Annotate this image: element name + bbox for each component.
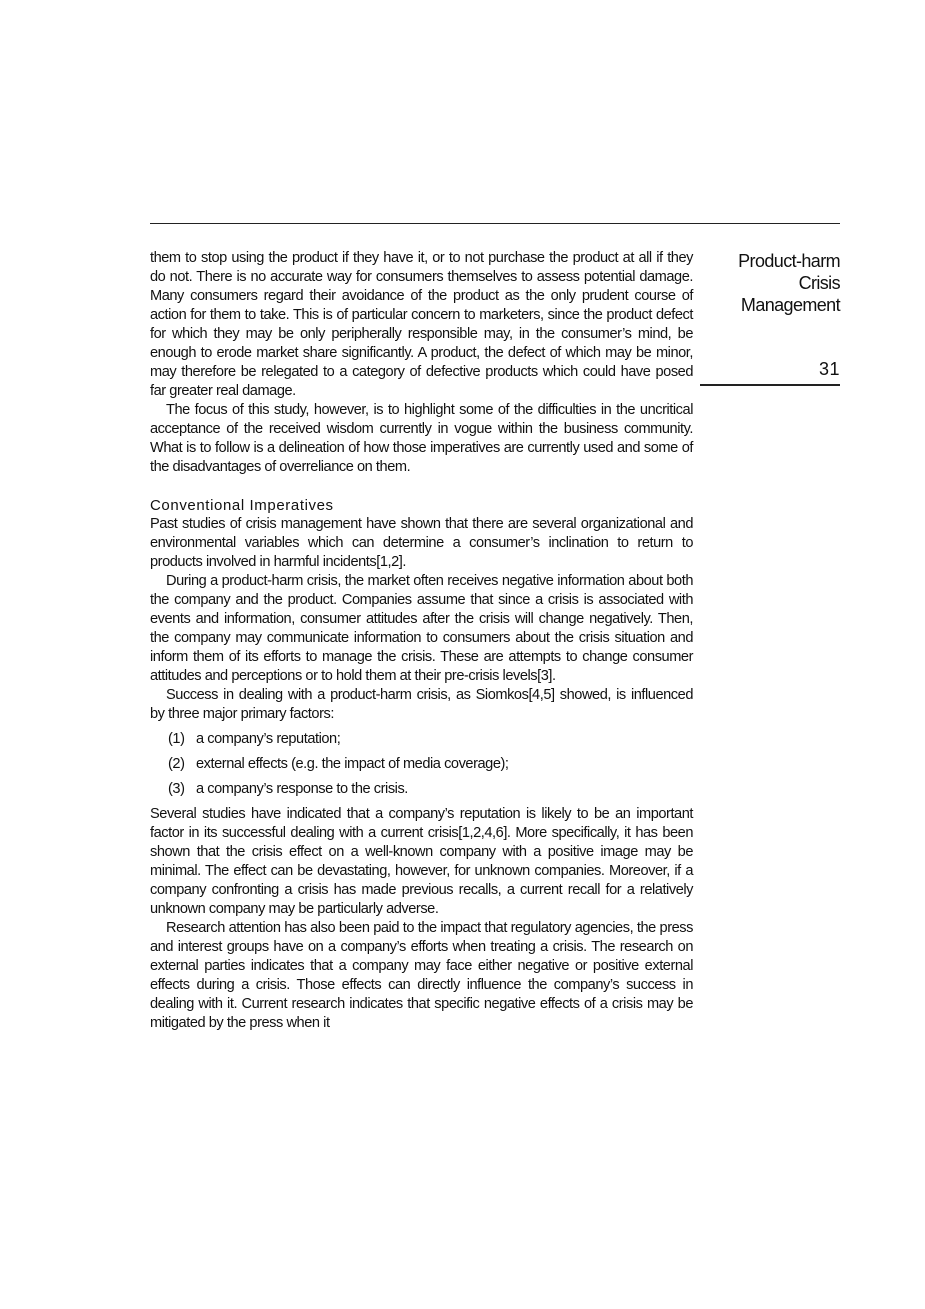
section-heading: Conventional Imperatives [150,497,334,514]
margin-sidebar [700,250,840,386]
list-item-text: a company’s response to the crisis. [196,781,408,797]
list-item-number: (3) [168,781,185,797]
list-item-text: a company’s reputation; [196,731,341,747]
paragraph: Research attention has also been paid to the impact that regulatory agencies, the press and interest groups have on a company’s efforts when treating a crisis. The research on external parties indicates that a company may face either negative or positive external effects during a crisis. Those effects can directly influence the company’s success in dealing with it. Current research indicates that specific negative effects of a crisis may be mitigated by the press when it [150,920,693,1031]
paragraph: Past studies of crisis management have shown that there are several organizational and environmental variables which can determine a consumer’s inclination to return to products involved in harmful incidents[1,2]. [150,516,693,570]
running-title-line: Product-harm [738,251,840,271]
list-item-number: (1) [168,731,185,747]
running-title-line: Crisis [798,273,840,293]
header-rule [150,223,840,224]
factor-list [150,730,693,799]
list-item-number: (2) [168,756,185,772]
paragraph: them to stop using the product if they have it, or to not purchase the product at all if they do not. There is no accurate way for consumers themselves to assess potential damage. Many consumers regard their avoidance of the product as the only prudent course of action for them to take. This is of particular concern to marketers, since the product defect for which they may be only peripherally responsible may, in the consumer’s mind, be enough to erode market share significantly. A product, the defect of which may be minor, may therefore be relegated to a category of defective products which could have posed far greater real damage. [150,250,693,399]
list-item-text: external effects (e.g. the impact of media coverage); [196,756,509,772]
list-item [168,755,693,774]
page-number-rule [700,384,840,386]
running-title-line: Management [740,295,840,315]
list-item [168,730,693,749]
paragraph: Several studies have indicated that a company’s reputation is likely to be an important factor in its successful dealing with a current crisis[1,2,4,6]. More specifically, it has been shown that the crisis effect on a well-known company with a positive image may be minimal. The effect can be devastating, however, for unknown companies. Moreover, if a company confronting a crisis has made previous recalls, a current recall for a relatively unknown company may be particularly adverse. [150,806,693,917]
page-number: 31 [818,359,840,379]
paragraph: During a product-harm crisis, the market often receives negative information about both the company and the product. Companies assume that since a crisis is associated with events and information, consumer attitudes after the crisis will change negatively. Then, the company may communicate information to consumers about the crisis situation and inform them of its efforts to manage the crisis. These are attempts to change consumer attitudes and perceptions or to hold them at their pre-crisis levels[3]. [150,573,693,684]
list-item [168,780,693,799]
paragraph: Success in dealing with a product-harm crisis, as Siomkos[4,5] showed, is influenced by three major primary factors: [150,687,693,722]
paragraph: The focus of this study, however, is to highlight some of the difficulties in the uncritical acceptance of the received wisdom currently in vogue within the business community. What is to follow is a delineation of how those imperatives are currently used and some of the disadvantages of overreliance on them. [150,402,693,475]
running-title [700,250,840,316]
body-text-column [150,249,693,1033]
